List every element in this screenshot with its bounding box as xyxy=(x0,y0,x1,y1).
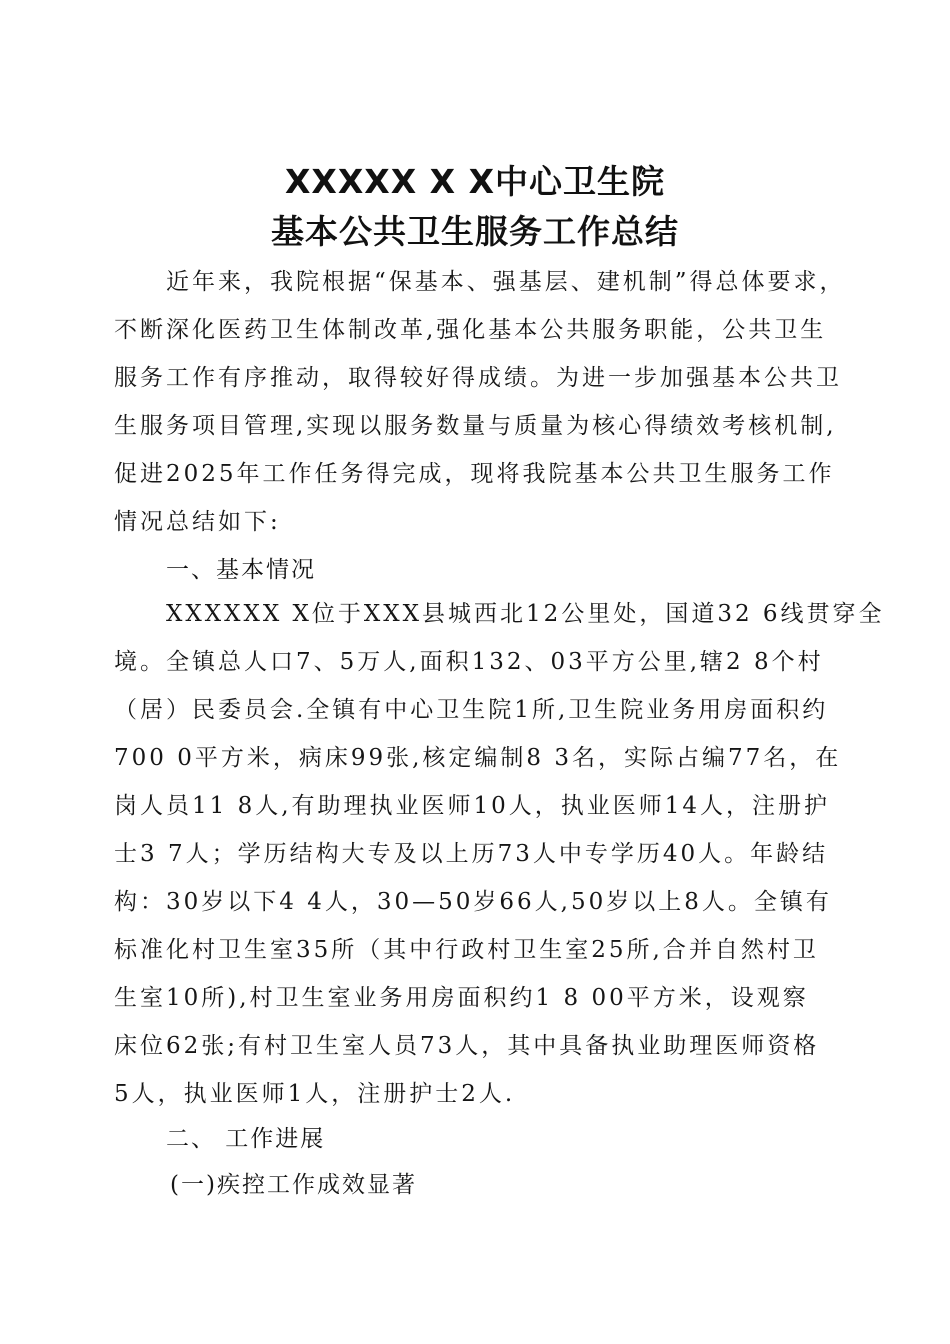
document-title-line1: XXXXX X X中心卫生院 xyxy=(284,162,666,201)
paragraph-line: 岗人员11 8人,有助理执业医师10人，执业医师14人，注册护 xyxy=(114,793,831,819)
paragraph-line: （居）民委员会.全镇有中心卫生院1所,卫生院业务用房面积约 xyxy=(114,697,829,723)
section1-heading: 一、基本情况 xyxy=(166,557,316,583)
paragraph-line: 士3 7人；学历结构大专及以上历73人中专学历40人。年龄结 xyxy=(114,841,829,867)
paragraph-line: 生服务项目管理,实现以服务数量与质量为核心得绩效考核机制, xyxy=(114,413,837,439)
document-title-line2: 基本公共卫生服务工作总结 xyxy=(271,212,679,251)
paragraph-line: 构：30岁以下4 4人，30—50岁66人,50岁以上8人。全镇有 xyxy=(114,889,832,915)
paragraph-line: XXXXXX X位于XXX县城西北12公里处，国道32 6线贯穿全 xyxy=(166,601,885,627)
paragraph-line: 境。全镇总人口7、5万人,面积132、03平方公里,辖2 8个村 xyxy=(114,649,824,675)
paragraph-line: 床位62张;有村卫生室人员73人，其中具备执业助理医师资格 xyxy=(114,1033,820,1059)
paragraph-line: 近年来，我院根据“保基本、强基层、建机制”得总体要求， xyxy=(166,269,846,295)
section1-paragraph xyxy=(114,590,885,1118)
paragraph-line: 促进2025年工作任务得完成，现将我院基本公共卫生服务工作 xyxy=(114,461,835,487)
paragraph-line: 不断深化医药卫生体制改革,强化基本公共服务职能，公共卫生 xyxy=(114,317,827,343)
section2-subheading: (一)疾控工作成效显著 xyxy=(170,1172,417,1198)
section2-heading: 二、 工作进展 xyxy=(166,1126,326,1152)
paragraph-line: 情况总结如下: xyxy=(114,509,281,535)
paragraph-line: 700 0平方米，病床99张,核定编制8 3名，实际占编77名，在 xyxy=(114,745,842,771)
paragraph-line: 标准化村卫生室35所（其中行政村卫生室25所,合并自然村卫 xyxy=(114,937,819,963)
paragraph-line: 生室10所),村卫生室业务用房面积约1 8 00平方米，设观察 xyxy=(114,985,809,1011)
paragraph-line: 服务工作有序推动，取得较好得成绩。为进一步加强基本公共卫 xyxy=(114,365,842,391)
intro-paragraph xyxy=(114,258,844,546)
paragraph-line: 5人，执业医师1人，注册护士2人. xyxy=(114,1081,516,1107)
